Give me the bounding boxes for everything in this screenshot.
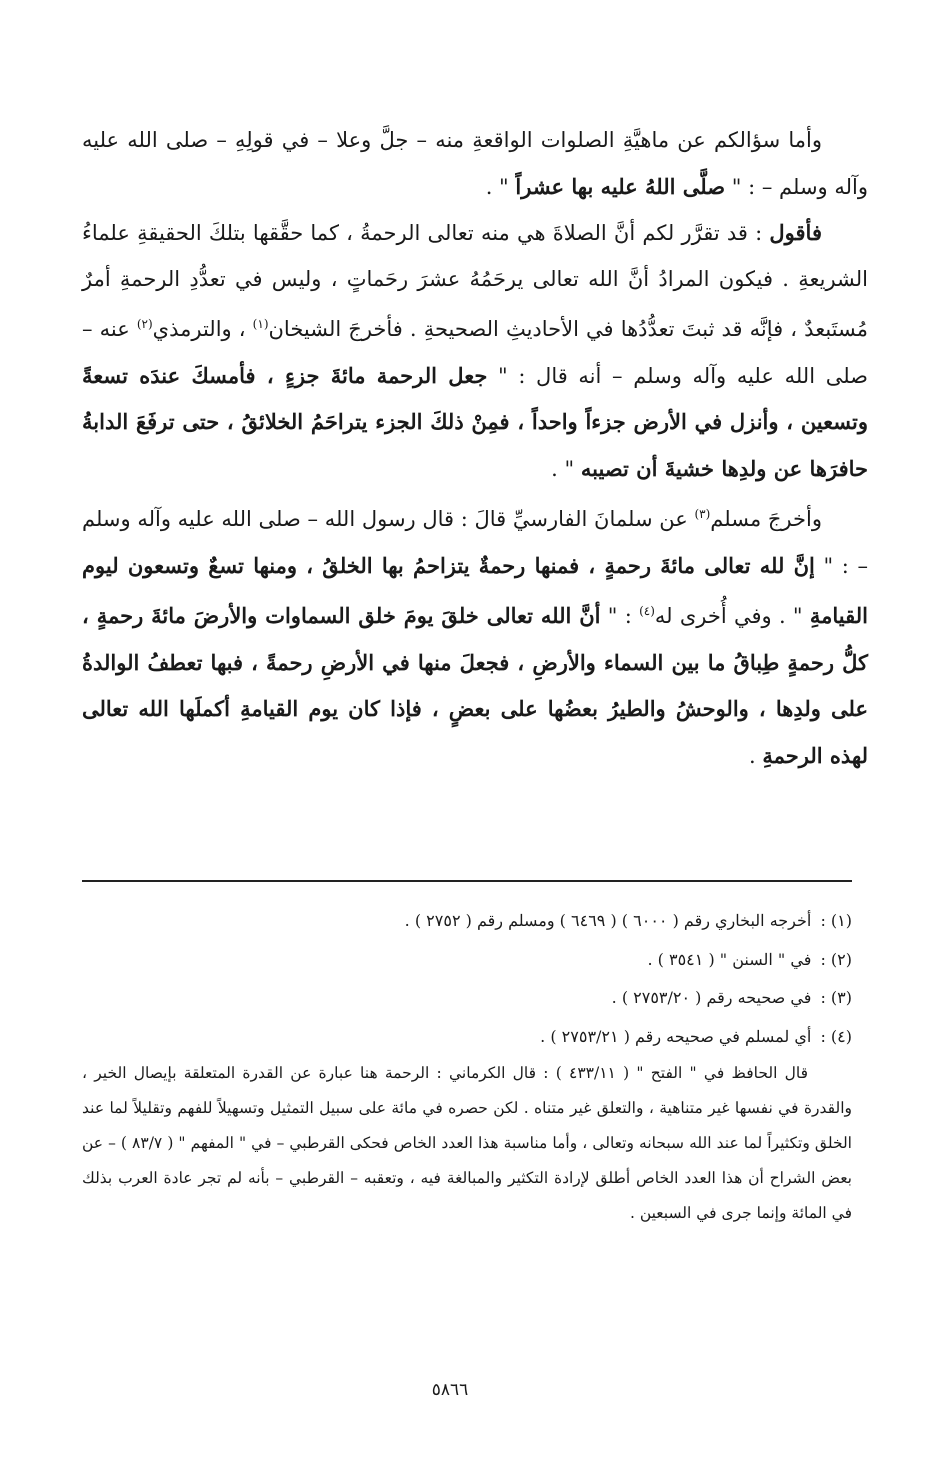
- footnote-text: أخرجه البخاري رقم ( ٦٠٠٠ ) ( ٦٤٦٩ ) ومسلم رقم ( ٢٧٥٢ ) .: [404, 911, 812, 930]
- p2-text-c: عنه – صلى الله عليه وآله وسلم – أنه قال : ": [82, 317, 868, 388]
- footnote-2: [82, 941, 852, 980]
- footnote-text: في صحيحه رقم ( ٢٧٥٣/٢٠ ) .: [611, 988, 812, 1007]
- p3-text-e: .: [749, 743, 756, 768]
- footnote-4-commentary: قال الحافظ في " الفتح " ( ٤٣٣/١١ ) : قال الكرماني : الرحمة هنا عبارة عن القدرة المتعلقة بإيصال الخير ، والقدرة في نفسها غير متناهية ، والتعلق غير متناه . لكن حصره في مائة على سبيل التمثيل وتسهيلاً للفهم وتقليلاً لما عند الخلق وتكثيراً لما عند الله سبحانه وتعالى ، وأما مناسبة هذا العدد الخاص فحكى القرطبي – في " المفهم " ( ٨٣/٧ ) – عن بعض الشراح أن هذا العدد الخاص أطلق لإرادة التكثير والمبالغة فيه ، وتعقبه – القرطبي – بأنه لم تجر عادة العرب بذلك في المائة وإنما جرى في السبعين .: [82, 1064, 852, 1222]
- footnote-text: في " السنن " ( ٣٥٤١ ) .: [647, 949, 812, 969]
- p3-text-a: وأخرجَ مسلم: [710, 507, 822, 531]
- p3-text-d: : ": [607, 604, 632, 628]
- main-text: [82, 118, 868, 779]
- p2-hadith: جعل الرحمة مائةَ جزءٍ ، فأمسكَ عندَه تسعةً وتسعين ، وأنزل في الأرض جزءاً واحداً ، فمِنْ ذلكَ الجزء يتراحَمُ الخلائقُ ، حتى ترفَعَ الدابةُ حافرَها عن ولدِها خشيةَ أن تصيبه: [82, 362, 868, 481]
- page-number: ٥٨٦٦: [431, 1380, 469, 1400]
- footnote-number: (٣) :: [820, 988, 852, 1007]
- p2-text-b: ، والترمذي: [152, 317, 246, 341]
- paragraph-2: [82, 210, 868, 492]
- footnote-ref-1[interactable]: (١): [252, 317, 269, 331]
- p1-text-b: " .: [485, 174, 509, 199]
- paragraph-1: [82, 118, 868, 210]
- footnote-divider: [82, 880, 852, 882]
- footnote-ref-4[interactable]: (٤): [639, 604, 655, 618]
- p1-hadith: صلَّى اللهُ عليه بها عشراً: [515, 173, 726, 199]
- p2-text-a: : قد تقرَّر لكم أنَّ الصلاةَ هي منه تعالى الرحمةُ ، كما حقَّقها بتلكَ الحقيقةِ علماءُ الشريعةِ . فيكون المرادُ أنَّ الله تعالى يرحَمُهُ عشرَ رحَماتٍ ، وليس في تعدُّدِ الرحمةِ أمرٌ مُستَبعدٌ ، فإنَّه قد ثبتَ تعدُّدُها في الأحاديثِ الصحيحةِ . فأخرجَ الشيخان: [82, 221, 868, 341]
- footnote-ref-3[interactable]: (٣): [694, 507, 711, 521]
- p1-text-a: وأما سؤالكم عن ماهيَّةِ الصلوات الواقعةِ منه – جلَّ وعلا – في قولِهِ – صلى الله عليه وآله وسلم – : ": [82, 128, 868, 199]
- footnote-3: [82, 979, 852, 1018]
- footnote-number: (١) :: [820, 911, 852, 930]
- p2-fa-aqul: فأقول: [769, 220, 822, 245]
- footnote-number: (٢) :: [820, 949, 852, 969]
- footnote-ref-2[interactable]: (٢): [136, 317, 153, 331]
- footnote-4-continuation: [82, 1056, 852, 1231]
- p3-text-c: " . وفي أُخرى له: [654, 604, 803, 628]
- p2-text-d: " .: [551, 456, 575, 481]
- footnote-4: [82, 1018, 852, 1057]
- footnotes: [82, 902, 852, 1231]
- p3-text-b: عن سلمانَ الفارسيِّ قالَ : قال رسول الله – صلى الله عليه وآله وسلم – : ": [82, 507, 868, 578]
- paragraph-3: [82, 492, 868, 779]
- p3-hadith-1: إنَّ لله تعالى مائةَ رحمةٍ ، فمنها رحمةٌ يتزاحمُ بها الخلقُ ، ومنها تسعٌ وتسعون ليوم القيامةِ: [82, 552, 868, 628]
- p3-hadith-2: أنَّ الله تعالى خلقَ يومَ خلق السماوات والأرضَ مائةَ رحمةٍ ، كلُّ رحمةٍ طِباقُ ما بين السماء والأرضِ ، فجعلَ منها في الأرضِ رحمةً ، فبها تعطفُ الوالدةُ على ولدِها ، والوحشُ والطيرُ بعضُها على بعضٍ ، فإذا كان يوم القيامةِ أكملَها الله تعالى لهذه الرحمةِ: [82, 603, 868, 768]
- footnote-text: أي لمسلم في صحيحه رقم ( ٢٧٥٣/٢١ ) .: [540, 1026, 812, 1046]
- footnote-number: (٤) :: [820, 1026, 852, 1046]
- footnote-1: [82, 902, 852, 941]
